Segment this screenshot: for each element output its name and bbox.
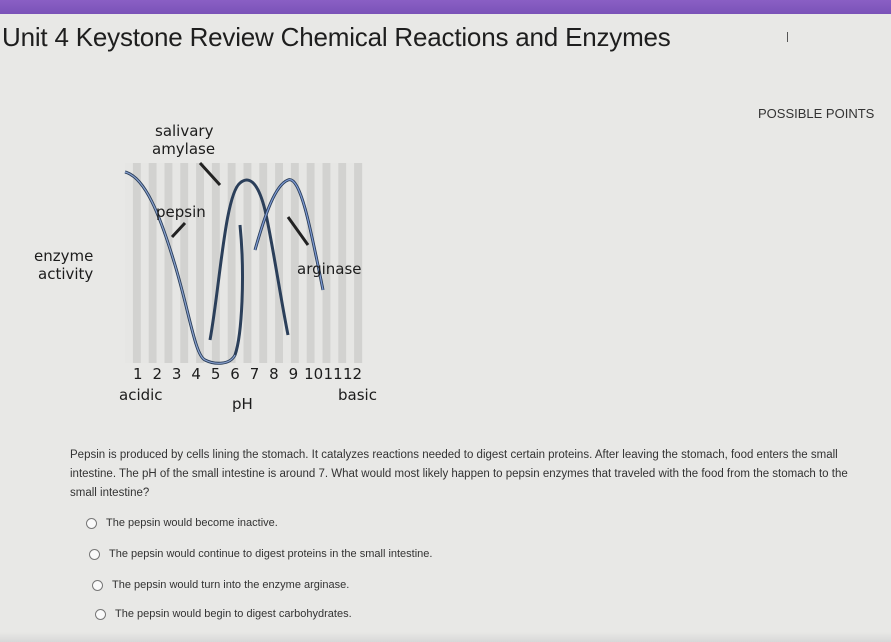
radio-button[interactable] <box>95 609 106 620</box>
arginase-label: arginase <box>297 260 362 278</box>
salivary-amylase-label-1: salivary <box>155 122 214 140</box>
possible-points-label: POSSIBLE POINTS <box>758 106 875 121</box>
divider-tick <box>787 32 788 42</box>
answer-choice-3[interactable] <box>92 579 349 591</box>
answer-choice-4[interactable] <box>95 608 352 620</box>
plot-stripe <box>157 163 165 363</box>
bottom-strip <box>0 632 891 642</box>
ph-tick-label: 2 <box>152 365 162 383</box>
radio-button[interactable] <box>92 580 103 591</box>
ph-tick-label: 6 <box>230 365 240 383</box>
ph-tick-label: 11 <box>323 365 343 383</box>
plot-stripe <box>244 163 252 363</box>
y-axis-label-1: enzyme <box>34 247 94 265</box>
y-axis-label-2: activity <box>38 265 94 283</box>
ph-tick-label: 8 <box>269 365 279 383</box>
answer-choice-label: The pepsin would continue to digest proteins in the small intestine. <box>109 548 433 560</box>
answer-choice-label: The pepsin would turn into the enzyme arginase. <box>112 579 350 591</box>
ph-tick-label: 4 <box>191 365 201 383</box>
pepsin-label: pepsin <box>156 203 206 221</box>
answer-choice-1[interactable] <box>86 517 278 529</box>
plot-stripe <box>180 163 188 363</box>
answer-choice-label: The pepsin would become inactive. <box>106 517 278 529</box>
x-axis-label: pH <box>232 395 253 413</box>
ph-tick-label: 3 <box>171 365 182 383</box>
plot-stripe <box>212 163 220 363</box>
enzyme-activity-figure <box>30 115 390 415</box>
ph-tick-label: 7 <box>249 365 260 383</box>
plot-stripe <box>196 163 204 363</box>
acidic-label: acidic <box>119 386 163 404</box>
top-bar <box>0 0 891 14</box>
plot-stripe <box>125 163 133 363</box>
radio-button[interactable] <box>86 518 97 529</box>
salivary-amylase-label-2: amylase <box>152 140 216 158</box>
ph-tick-label: 5 <box>210 365 221 383</box>
plot-stripe <box>165 163 173 363</box>
question-text: Pepsin is produced by cells lining the stomach. It catalyzes reactions needed to digest certain proteins. After leaving the stomach, food enters the small intestine. The pH of the small intestine is around 7. What would most likely happen to pepsin enzymes that traveled with the food from the stomach to the small intestine? <box>70 449 848 499</box>
ph-tick-label: 1 <box>133 365 143 383</box>
ph-tick-label: 12 <box>343 365 363 383</box>
answer-choice-2[interactable] <box>89 548 432 560</box>
page-title: Unit 4 Keystone Review Chemical Reactions and Enzymes <box>2 22 671 52</box>
ph-tick-label: 9 <box>288 365 299 383</box>
plot-stripe <box>133 163 141 363</box>
ph-tick-label: 10 <box>304 365 324 383</box>
radio-button[interactable] <box>89 549 100 560</box>
plot-stripe <box>149 163 157 363</box>
basic-label: basic <box>338 386 377 404</box>
answer-choice-label: The pepsin would begin to digest carbohydrates. <box>115 608 352 620</box>
